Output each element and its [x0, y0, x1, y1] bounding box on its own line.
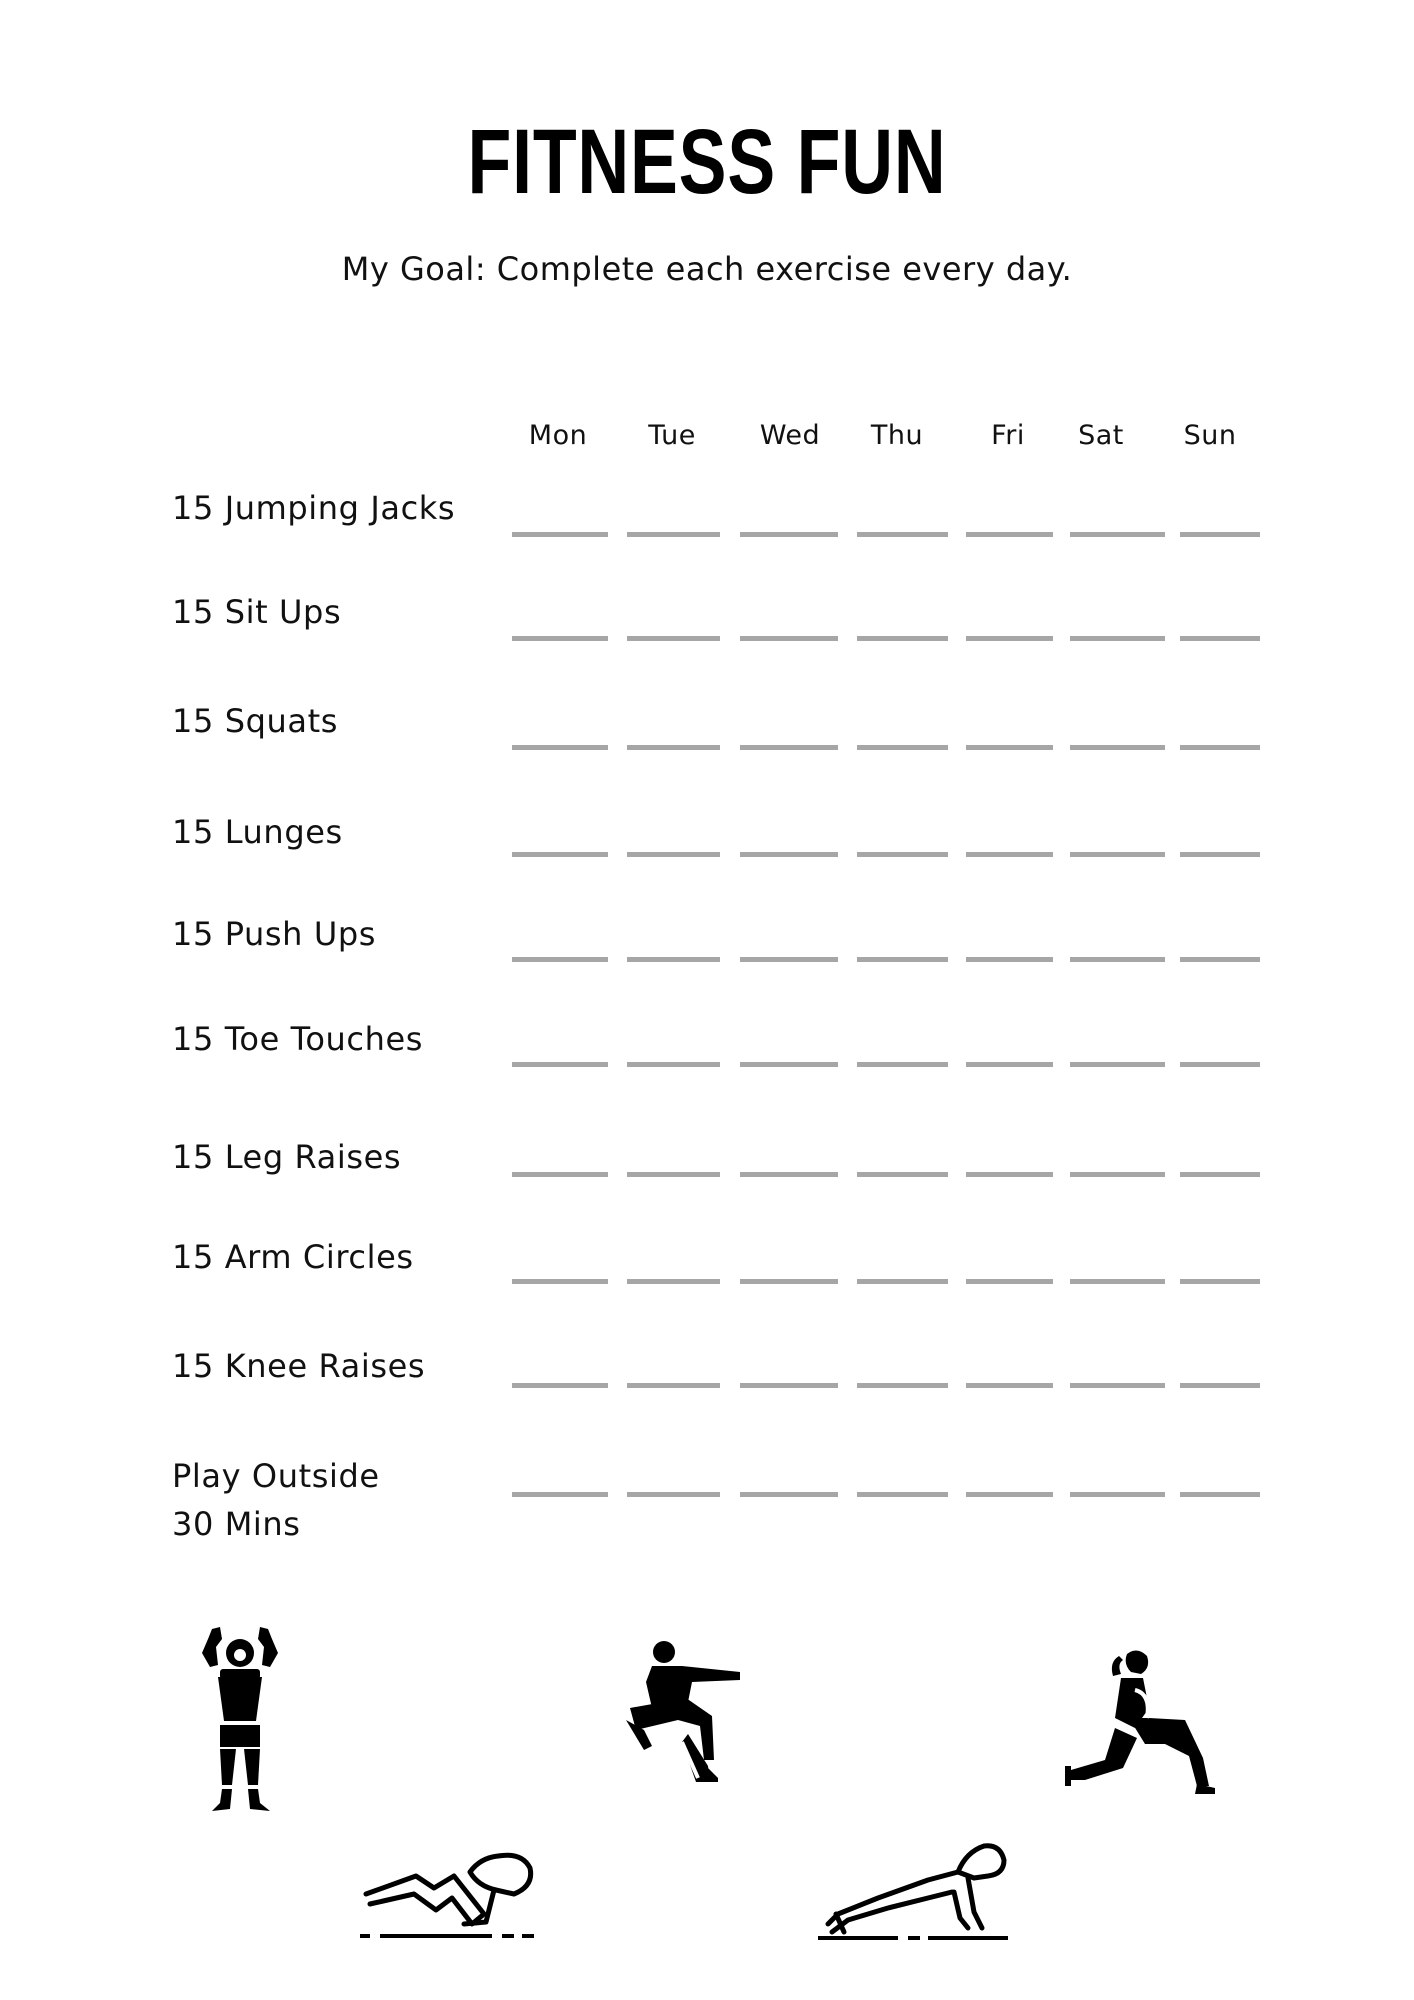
blank-thu-row-8[interactable]: [857, 1383, 948, 1388]
blank-mon-row-7[interactable]: [512, 1279, 608, 1284]
blank-tue-row-3[interactable]: [627, 852, 720, 857]
day-sat: Sat: [1078, 420, 1124, 451]
blank-wed-row-7[interactable]: [740, 1279, 838, 1284]
blank-sat-row-1[interactable]: [1070, 636, 1165, 641]
blank-sun-row-1[interactable]: [1180, 636, 1260, 641]
goal-text: My Goal: Complete each exercise every day.: [341, 250, 1073, 288]
squat-figure-icon: [622, 1638, 762, 1788]
exercise-label: 15 Push Ups: [172, 915, 377, 953]
blank-sat-row-6[interactable]: [1070, 1172, 1165, 1177]
day-fri: Fri: [991, 420, 1025, 451]
blank-mon-row-3[interactable]: [512, 852, 608, 857]
blank-fri-row-6[interactable]: [966, 1172, 1053, 1177]
blank-fri-row-7[interactable]: [966, 1279, 1053, 1284]
blank-sat-row-3[interactable]: [1070, 852, 1165, 857]
blank-thu-row-7[interactable]: [857, 1279, 948, 1284]
blank-thu-row-5[interactable]: [857, 1062, 948, 1067]
blank-fri-row-9[interactable]: [966, 1492, 1053, 1497]
blank-tue-row-4[interactable]: [627, 957, 720, 962]
blank-mon-row-1[interactable]: [512, 636, 608, 641]
blank-sun-row-0[interactable]: [1180, 532, 1260, 537]
blank-sat-row-9[interactable]: [1070, 1492, 1165, 1497]
day-sun: Sun: [1183, 420, 1237, 451]
blank-wed-row-8[interactable]: [740, 1383, 838, 1388]
day-mon: Mon: [528, 420, 588, 451]
exercise-label: 15 Knee Raises: [172, 1347, 426, 1385]
blank-mon-row-6[interactable]: [512, 1172, 608, 1177]
blank-mon-row-8[interactable]: [512, 1383, 608, 1388]
blank-tue-row-7[interactable]: [627, 1279, 720, 1284]
page-title: FITNESS FUN: [467, 111, 947, 213]
blank-tue-row-6[interactable]: [627, 1172, 720, 1177]
exercise-label: 15 Toe Touches: [172, 1020, 424, 1058]
blank-sun-row-9[interactable]: [1180, 1492, 1260, 1497]
jumping-jack-figure-icon: [190, 1625, 290, 1815]
blank-fri-row-3[interactable]: [966, 852, 1053, 857]
blank-wed-row-2[interactable]: [740, 745, 838, 750]
blank-sun-row-6[interactable]: [1180, 1172, 1260, 1177]
blank-sun-row-5[interactable]: [1180, 1062, 1260, 1067]
blank-thu-row-9[interactable]: [857, 1492, 948, 1497]
blank-fri-row-0[interactable]: [966, 532, 1053, 537]
blank-sun-row-2[interactable]: [1180, 745, 1260, 750]
day-wed: Wed: [759, 420, 821, 451]
blank-mon-row-4[interactable]: [512, 957, 608, 962]
sit-up-figure-icon: [360, 1828, 550, 1948]
exercise-label: 15 Squats: [172, 702, 339, 740]
exercise-label-line2: 30 Mins: [172, 1505, 301, 1543]
blank-tue-row-5[interactable]: [627, 1062, 720, 1067]
blank-mon-row-0[interactable]: [512, 532, 608, 537]
blank-tue-row-1[interactable]: [627, 636, 720, 641]
blank-tue-row-9[interactable]: [627, 1492, 720, 1497]
blank-wed-row-3[interactable]: [740, 852, 838, 857]
day-tue: Tue: [648, 420, 696, 451]
blank-wed-row-5[interactable]: [740, 1062, 838, 1067]
blank-mon-row-5[interactable]: [512, 1062, 608, 1067]
push-up-figure-icon: [818, 1832, 1008, 1942]
blank-thu-row-6[interactable]: [857, 1172, 948, 1177]
exercise-label: 15 Sit Ups: [172, 593, 342, 631]
blank-tue-row-0[interactable]: [627, 532, 720, 537]
blank-wed-row-9[interactable]: [740, 1492, 838, 1497]
exercise-label: 15 Arm Circles: [172, 1238, 414, 1276]
blank-fri-row-1[interactable]: [966, 636, 1053, 641]
blank-wed-row-4[interactable]: [740, 957, 838, 962]
blank-wed-row-0[interactable]: [740, 532, 838, 537]
blank-sun-row-3[interactable]: [1180, 852, 1260, 857]
blank-fri-row-4[interactable]: [966, 957, 1053, 962]
blank-mon-row-9[interactable]: [512, 1492, 608, 1497]
blank-thu-row-0[interactable]: [857, 532, 948, 537]
blank-thu-row-2[interactable]: [857, 745, 948, 750]
blank-thu-row-3[interactable]: [857, 852, 948, 857]
blank-sun-row-4[interactable]: [1180, 957, 1260, 962]
blank-thu-row-4[interactable]: [857, 957, 948, 962]
blank-fri-row-8[interactable]: [966, 1383, 1053, 1388]
blank-mon-row-2[interactable]: [512, 745, 608, 750]
blank-sat-row-2[interactable]: [1070, 745, 1165, 750]
blank-sat-row-0[interactable]: [1070, 532, 1165, 537]
blank-wed-row-1[interactable]: [740, 636, 838, 641]
exercise-label: 15 Jumping Jacks: [172, 489, 456, 527]
blank-sun-row-8[interactable]: [1180, 1383, 1260, 1388]
lunge-figure-icon: [1065, 1648, 1225, 1798]
blank-sat-row-4[interactable]: [1070, 957, 1165, 962]
blank-sat-row-7[interactable]: [1070, 1279, 1165, 1284]
blank-wed-row-6[interactable]: [740, 1172, 838, 1177]
blank-fri-row-5[interactable]: [966, 1062, 1053, 1067]
blank-thu-row-1[interactable]: [857, 636, 948, 641]
blank-sat-row-8[interactable]: [1070, 1383, 1165, 1388]
exercise-label: 15 Leg Raises: [172, 1138, 402, 1176]
exercise-label: 15 Lunges: [172, 813, 343, 851]
exercise-label: Play Outside: [172, 1457, 380, 1495]
blank-tue-row-2[interactable]: [627, 745, 720, 750]
blank-fri-row-2[interactable]: [966, 745, 1053, 750]
blank-tue-row-8[interactable]: [627, 1383, 720, 1388]
day-thu: Thu: [870, 420, 924, 451]
blank-sat-row-5[interactable]: [1070, 1062, 1165, 1067]
blank-sun-row-7[interactable]: [1180, 1279, 1260, 1284]
